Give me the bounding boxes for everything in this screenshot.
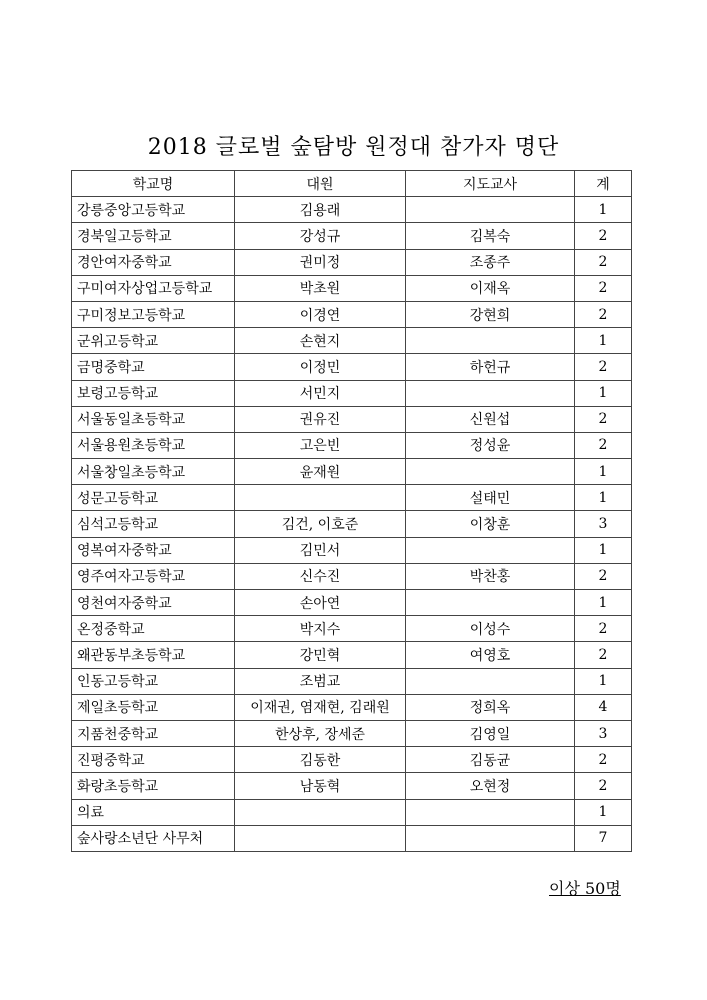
cell-school: 구미정보고등학교 [72,301,235,327]
table-row [72,590,632,616]
cell-teacher: 김영일 [406,720,575,746]
cell-school: 온정중학교 [72,616,235,642]
cell-teacher: 이창훈 [406,511,575,537]
total-count: 이상 50명 [549,879,621,898]
cell-members: 손아연 [235,590,406,616]
table-row [72,249,632,275]
cell-count: 1 [575,537,632,563]
cell-teacher [406,799,575,825]
cell-members: 조범교 [235,668,406,694]
header-count: 계 [575,171,632,197]
cell-members [235,799,406,825]
cell-count: 1 [575,799,632,825]
cell-teacher: 설태민 [406,485,575,511]
cell-teacher: 김복숙 [406,223,575,249]
cell-members: 이정민 [235,354,406,380]
cell-count: 3 [575,720,632,746]
cell-count: 2 [575,616,632,642]
cell-teacher: 조종주 [406,249,575,275]
table-row [72,511,632,537]
cell-members: 김민서 [235,537,406,563]
cell-school: 인동고등학교 [72,668,235,694]
cell-teacher: 신원섭 [406,406,575,432]
cell-count: 1 [575,590,632,616]
table-row [72,668,632,694]
cell-members: 강민혁 [235,642,406,668]
cell-count: 2 [575,249,632,275]
cell-school: 경북일고등학교 [72,223,235,249]
table-row [72,459,632,485]
cell-school: 서울용원초등학교 [72,432,235,458]
cell-count: 1 [575,459,632,485]
cell-count: 3 [575,511,632,537]
table-row [72,485,632,511]
cell-teacher: 여영호 [406,642,575,668]
cell-count: 1 [575,328,632,354]
cell-members: 한상후, 장세준 [235,720,406,746]
cell-count: 4 [575,694,632,720]
table-header-row [72,171,632,197]
cell-school: 숲사랑소년단 사무처 [72,825,235,851]
cell-school: 경안여자중학교 [72,249,235,275]
cell-school: 성문고등학교 [72,485,235,511]
cell-members: 박지수 [235,616,406,642]
participant-table [71,170,632,852]
table-row [72,354,632,380]
table-body [72,197,632,852]
table-row [72,537,632,563]
cell-members: 박초원 [235,275,406,301]
cell-members: 윤재원 [235,459,406,485]
page-title: 2018 글로벌 숲탐방 원정대 참가자 명단 [147,135,560,160]
cell-count: 1 [575,485,632,511]
table-row [72,747,632,773]
cell-count: 1 [575,380,632,406]
header-teacher: 지도교사 [406,171,575,197]
table-row [72,563,632,589]
table-row [72,406,632,432]
cell-members: 고은빈 [235,432,406,458]
table-row [72,197,632,223]
cell-members: 서민지 [235,380,406,406]
cell-count: 2 [575,354,632,380]
table-row [72,301,632,327]
cell-count: 2 [575,563,632,589]
cell-count: 1 [575,197,632,223]
cell-school: 구미여자상업고등학교 [72,275,235,301]
cell-members: 이재권, 염재현, 김래원 [235,694,406,720]
cell-school: 의료 [72,799,235,825]
table-row [72,825,632,851]
cell-count: 2 [575,406,632,432]
cell-school: 영복여자중학교 [72,537,235,563]
table-row [72,773,632,799]
cell-teacher [406,537,575,563]
cell-count: 2 [575,223,632,249]
cell-count: 2 [575,642,632,668]
cell-count: 2 [575,773,632,799]
cell-count: 2 [575,301,632,327]
cell-members: 강성규 [235,223,406,249]
cell-count: 2 [575,275,632,301]
cell-count: 2 [575,747,632,773]
cell-teacher: 강현희 [406,301,575,327]
cell-members [235,485,406,511]
cell-school: 영주여자고등학교 [72,563,235,589]
table-row [72,616,632,642]
cell-teacher [406,197,575,223]
header-school: 학교명 [72,171,235,197]
cell-school: 군위고등학교 [72,328,235,354]
table-row [72,799,632,825]
table-row [72,432,632,458]
cell-members: 이경연 [235,301,406,327]
cell-members: 김용래 [235,197,406,223]
cell-members: 손현지 [235,328,406,354]
cell-teacher: 정희옥 [406,694,575,720]
cell-school: 서울창일초등학교 [72,459,235,485]
cell-teacher: 오현정 [406,773,575,799]
cell-members: 김건, 이호준 [235,511,406,537]
cell-teacher: 박찬홍 [406,563,575,589]
cell-teacher: 정성윤 [406,432,575,458]
table-row [72,328,632,354]
cell-teacher: 하헌규 [406,354,575,380]
cell-school: 강릉중앙고등학교 [72,197,235,223]
table-row [72,720,632,746]
cell-count: 7 [575,825,632,851]
cell-school: 지품천중학교 [72,720,235,746]
cell-teacher: 이성수 [406,616,575,642]
table-row [72,275,632,301]
header-members: 대원 [235,171,406,197]
cell-members: 신수진 [235,563,406,589]
cell-teacher [406,668,575,694]
cell-teacher [406,459,575,485]
cell-school: 화랑초등학교 [72,773,235,799]
table-row [72,223,632,249]
cell-members [235,825,406,851]
table-row [72,642,632,668]
cell-teacher [406,825,575,851]
cell-teacher: 김동균 [406,747,575,773]
cell-school: 진평중학교 [72,747,235,773]
cell-count: 2 [575,432,632,458]
cell-school: 보령고등학교 [72,380,235,406]
cell-members: 김동한 [235,747,406,773]
table-row [72,380,632,406]
table-row [72,694,632,720]
cell-school: 심석고등학교 [72,511,235,537]
cell-teacher [406,380,575,406]
cell-school: 서울동일초등학교 [72,406,235,432]
cell-members: 권미정 [235,249,406,275]
cell-teacher [406,328,575,354]
cell-school: 영천여자중학교 [72,590,235,616]
cell-school: 왜관동부초등학교 [72,642,235,668]
cell-teacher: 이재옥 [406,275,575,301]
cell-teacher [406,590,575,616]
cell-school: 금명중학교 [72,354,235,380]
cell-members: 권유진 [235,406,406,432]
cell-school: 제일초등학교 [72,694,235,720]
cell-members: 남동혁 [235,773,406,799]
cell-count: 1 [575,668,632,694]
